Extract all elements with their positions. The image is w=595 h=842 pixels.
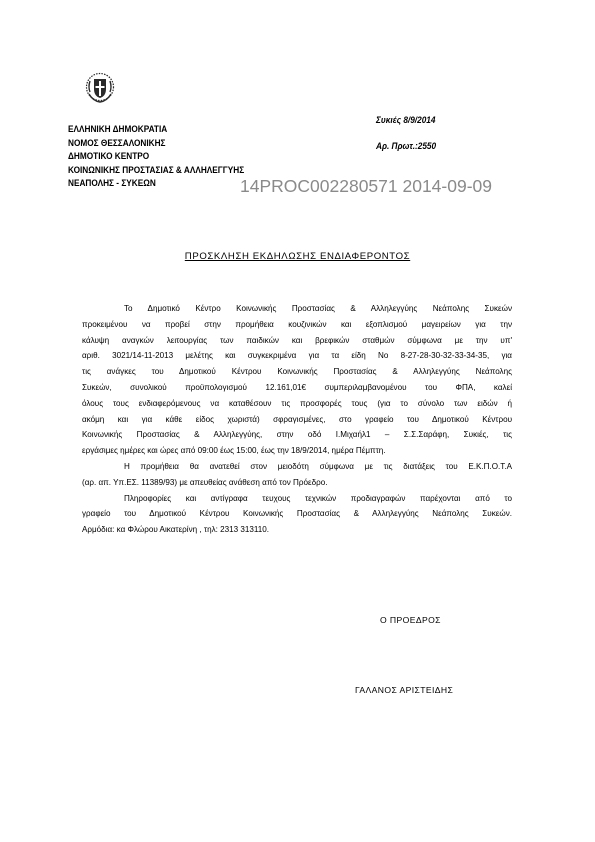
protocol-number: Αρ. Πρωτ.:2550 xyxy=(376,141,437,152)
org-line-prefecture: ΝΟΜΟΣ ΘΕΣΣΑΛΟΝΙΚΗΣ xyxy=(68,137,166,149)
body-line: γραφείο του Δημοτικού Κέντρου Κοινωνικής Προστασίας & Αλληλεγγύης Νεάπολης Συκεών. xyxy=(82,509,512,519)
body-line: όλους τους ενδιαφερόμενους να καταθέσουν τις προσφορές τους (για το σύνολο των ειδών ή xyxy=(82,398,512,408)
body-line: αριθ. 3021/14-11-2013 μελέτης και συγκεκριμένα για τα είδη Νο 8-27-28-30-32-33-34-35, για xyxy=(82,351,512,361)
body-line: Η προμήθεια θα ανατεθεί στον μειοδότη σύμφωνα με τις διατάξεις του Ε.Κ.Π.Ο.Τ.Α xyxy=(124,461,512,471)
signature-name: ΓΑΛΑΝΟΣ ΑΡΙΣΤΕΙΔΗΣ xyxy=(355,685,454,695)
org-line-country: ΕΛΛΗΝΙΚΗ ΔΗΜΟΚΡΑΤΙΑ xyxy=(68,124,168,135)
greek-republic-emblem-icon xyxy=(85,70,115,104)
body-line: προκειμένου να προβεί στην προμήθεια κουζινικών και εξοπλισμού μαγειρείων για την xyxy=(82,319,512,329)
document-date: Συκιές 8/9/2014 xyxy=(376,115,436,126)
body-line: Κοινωνικής Προστασίας & Αλληλεγγύης, στην οδό Ι.Μιχαήλ1 – Σ.Σ.Σαράφη, Συκιές, τις xyxy=(82,430,512,440)
document-title: ΠΡΟΣΚΛΗΣΗ ΕΚΔΗΛΩΣΗΣ ΕΝΔΙΑΦΕΡΟΝΤΟΣ xyxy=(184,251,411,262)
ada-stamp: 14PROC002280571 2014-09-09 xyxy=(240,176,492,196)
signature-role: Ο ΠΡΟΕΔΡΟΣ xyxy=(380,615,441,625)
body-line: ακόμη και για κάθε είδος χωριστά) σφραγισμένες, στο γραφείο του Δημοτικού Κέντρου xyxy=(82,414,512,424)
body-line: κάλυψη αναγκών λειτουργίας των παιδικών και βρεφικών σταθμών σύμφωνα με την υπ' xyxy=(82,335,512,345)
body-line: Πληροφορίες και αντίγραφα τευχους τεχνικών προδιαγραφών παρέχονται από το xyxy=(124,493,512,503)
body-line: Αρμόδια: κα Φλώρου Αικατερίνη , τηλ: 2313 313110. xyxy=(82,525,270,535)
org-line-municipal-centre: ΔΗΜΟΤΙΚΟ ΚΕΝΤΡΟ xyxy=(68,151,150,163)
body-line: Το Δημοτικό Κέντρο Κοινωνικής Προστασίας & Αλληλεγγύης Νεάπολης Συκεών xyxy=(124,304,512,313)
document-body xyxy=(82,301,512,538)
body-line: εργάσιμες ημέρες και ώρες από 09:00 έως 15:00, έως την 18/9/2014, ημέρα Πέμπτη. xyxy=(82,446,386,456)
body-line: Συκεών, συνολικού προϋπολογισμού 12.161,01€ συμπεριλαμβανομένου του ΦΠΑ, καλεί xyxy=(82,382,512,392)
organization-header xyxy=(68,123,244,191)
org-line-municipality: ΝΕΑΠΟΛΗΣ - ΣΥΚΕΩΝ xyxy=(68,178,156,190)
org-line-social-care: ΚΟΙΝΩΝΙΚΗΣ ΠΡΟΣΤΑΣΙΑΣ & ΑΛΛΗΛΕΓΓΥΗΣ xyxy=(68,164,245,176)
body-line: (αρ. απ. Υπ.ΕΣ. 11389/93) με απευθείας ανάθεση από τον Πρόεδρο. xyxy=(82,477,328,487)
body-line: τις ανάγκες του Δημοτικού Κέντρου Κοινωνικής Προστασίας & Αλληλεγγύης Νεάπολης xyxy=(82,367,512,377)
